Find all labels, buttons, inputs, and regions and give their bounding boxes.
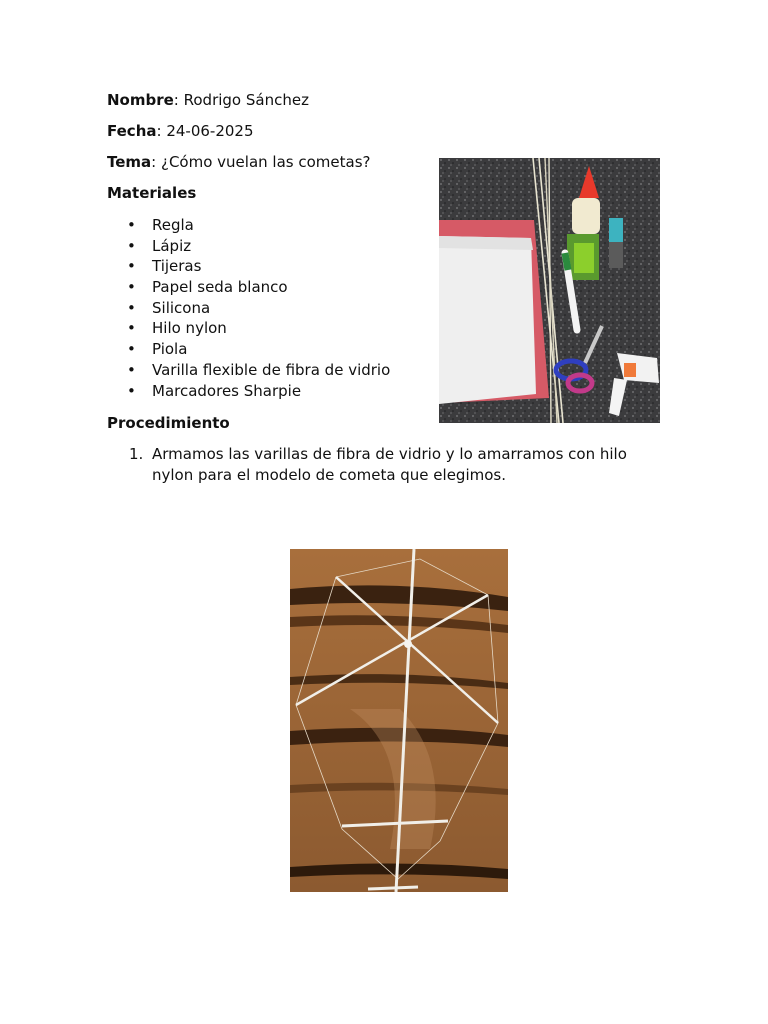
tema-value: : ¿Cómo vuelan las cometas? bbox=[151, 153, 371, 171]
materials-photo bbox=[439, 158, 660, 423]
material-item: • Regla bbox=[107, 215, 390, 236]
materiales-heading: Materiales bbox=[107, 184, 197, 202]
procedure-step bbox=[107, 444, 647, 486]
fecha-line bbox=[107, 121, 254, 141]
step-number: 1. bbox=[129, 445, 144, 463]
material-item: • Hilo nylon bbox=[107, 318, 390, 339]
kite-frame-photo bbox=[290, 549, 508, 892]
material-item: • Varilla flexible de fibra de vidrio bbox=[107, 360, 390, 381]
nombre-value: : Rodrigo Sánchez bbox=[173, 91, 309, 109]
material-item: • Papel seda blanco bbox=[107, 277, 390, 298]
fecha-value: : 24-06-2025 bbox=[156, 122, 254, 140]
procedimiento-heading: Procedimiento bbox=[107, 414, 230, 432]
materials-list bbox=[107, 215, 390, 401]
tema-label: Tema bbox=[107, 153, 152, 171]
nombre-label: Nombre bbox=[107, 91, 174, 109]
material-item: • Lápiz bbox=[107, 236, 390, 257]
material-item: • Tijeras bbox=[107, 256, 390, 277]
nombre-line bbox=[107, 90, 309, 110]
material-item: • Silicona bbox=[107, 298, 390, 319]
material-item: • Marcadores Sharpie bbox=[107, 381, 390, 402]
material-item: • Piola bbox=[107, 339, 390, 360]
step-text: Armamos las varillas de fibra de vidrio y lo amarramos con hilo nylon para el modelo de cometa que elegimos. bbox=[152, 445, 627, 484]
procedure-list bbox=[107, 444, 647, 486]
tema-line bbox=[107, 152, 370, 172]
fecha-label: Fecha bbox=[107, 122, 157, 140]
